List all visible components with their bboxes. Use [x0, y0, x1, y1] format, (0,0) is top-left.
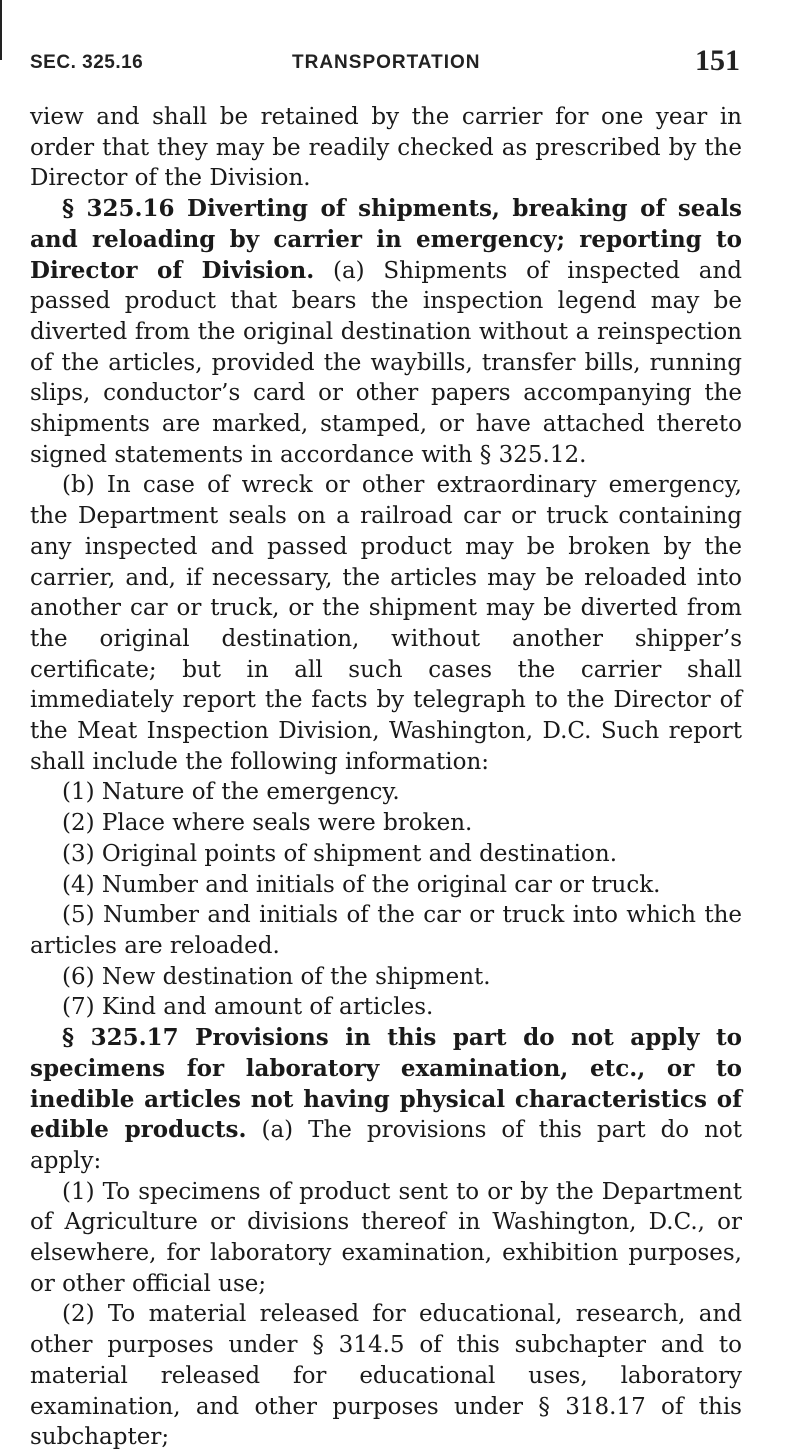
page-edge-mark	[0, 0, 2, 60]
list-item: (2) Place where seals were broken.	[62, 810, 473, 837]
page-body	[30, 102, 742, 1453]
section-heading: § 325.16 Diverting of shipments, breaking of seals and reloading by carrier in emergency; reporting to Director of Division.	[30, 195, 742, 284]
section-heading: § 325.17 Provisions in this part do not apply to specimens for laboratory examination, etc., or to inedible articles not having physical characteristics of edible products.	[30, 1024, 742, 1144]
page-number: 151	[695, 44, 740, 77]
paragraph-a: (a) Shipments of inspected and passed product that bears the inspection legend may be diverted from the original destination without a reinspection of the articles, provided the waybills, transfer bills, running slips, conductor’s card or other papers accompanying the shipments are marked, stamped, or have attached thereto signed statements in accordance with § 325.12.	[30, 257, 742, 468]
paragraph-a1: (1) To specimens of product sent to or by the Department of Agriculture or divisions thereof in Washington, D.C., or elsewhere, for laboratory examination, exhibition purposes, or other official use;	[30, 1178, 742, 1297]
continued-paragraph: view and shall be retained by the carrier for one year in order that they may be readily checked as prescribed by the Director of the Division.	[30, 104, 742, 192]
list-item: (7) Kind and amount of articles.	[62, 994, 434, 1021]
page-header	[30, 46, 740, 86]
paragraph-b: (b) In case of wreck or other extraordinary emergency, the Department seals on a railroad car or truck containing any inspected and passed product may be broken by the carrier, and, if necessary, the articles may be reloaded into another car or truck, or the shipment may be diverted from the original destination, without another shipper’s certificate; but in all such cases the carrier shall immediately report the facts by telegraph to the Director of the Meat Inspection Division, Washington, D.C. Such report shall include the following information:	[30, 472, 742, 775]
section-reference: SEC. 325.16	[30, 52, 144, 73]
section-325-17	[30, 1023, 742, 1177]
list-item: (6) New destination of the shipment.	[62, 963, 491, 990]
list-item: (5) Number and initials of the car or truck into which the articles are reloaded.	[30, 902, 742, 959]
running-title: TRANSPORTATION	[292, 52, 481, 73]
section-325-16	[30, 194, 742, 470]
list-item: (3) Original points of shipment and destination.	[62, 840, 618, 867]
list-item: (4) Number and initials of the original car or truck.	[62, 871, 661, 898]
paragraph-a2: (2) To material released for educational, research, and other purposes under § 314.5 of this subchapter and to material released for educational uses, laboratory examination, and other purposes under § 318.17 of this subchapter;	[30, 1301, 742, 1451]
list-item: (1) Nature of the emergency.	[62, 779, 400, 806]
paragraph-a: (a) The provisions of this part do not apply:	[30, 1117, 743, 1174]
